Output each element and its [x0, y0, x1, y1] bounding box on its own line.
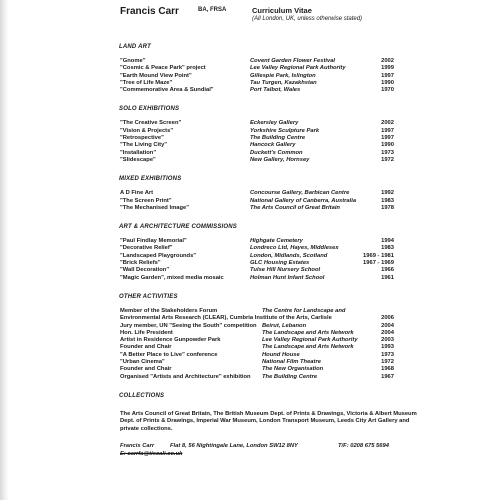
- cv-header: [120, 6, 500, 34]
- entry-venue: National Film Theatre: [262, 359, 321, 366]
- entry-row: [0, 238, 500, 245]
- section-title: [0, 393, 500, 407]
- section-title-text: COLLECTIONS: [119, 392, 165, 399]
- entry-work: "The Screen Print": [120, 197, 172, 204]
- entry-venue: Hound House: [262, 351, 300, 358]
- entry-venue: The New Organisation: [262, 366, 324, 373]
- entry-venue: Gillespie Park, Islington: [250, 72, 316, 79]
- footer-address: Flat 8, 56 Nightingale Lane, London SW12 8NY: [170, 443, 298, 450]
- entry-venue: GLC Housing Estates: [250, 260, 310, 267]
- entry-row: [0, 128, 500, 135]
- entry-work: Founder and Chair: [120, 366, 172, 373]
- section-art-architecture-commissions: [0, 224, 500, 282]
- entry-year: 1992: [381, 190, 394, 197]
- section-title-text: ART & ARCHITECTURE COMMISSIONS: [119, 224, 238, 231]
- entry-year: 1990: [381, 142, 394, 149]
- entry-work: "Tree of Life Maze": [120, 79, 173, 86]
- entry-year: 1997: [381, 135, 394, 142]
- entry-year: 1993: [381, 344, 394, 351]
- entry-year: 1997: [381, 72, 394, 79]
- entry-venue: Concourse Gallery, Barbican Centre: [250, 190, 350, 197]
- entry-year: 1994: [381, 238, 394, 245]
- entry-year: 1970: [381, 87, 394, 94]
- footer-email: E: carrfa@tiscali.co.uk: [120, 451, 183, 458]
- entry-row: [0, 245, 500, 252]
- entry-venue: Duckett's Common: [250, 149, 303, 156]
- entry-work: Environmental Arts Research (CLEAR), Cumbria Institute of the Arts, Carlisle: [120, 315, 332, 322]
- section-other-activities: [0, 294, 500, 381]
- entry-row: [0, 366, 500, 373]
- entry-row: [0, 344, 500, 351]
- entry-work: Artist in Residence Gunpowder Park: [120, 337, 221, 344]
- entry-work: Founder and Chair: [120, 344, 172, 351]
- entry-row: [0, 73, 500, 80]
- footer-phone: T/F: 0208 675 5694: [338, 443, 389, 450]
- entry-venue: The Building Centre: [262, 373, 318, 380]
- entry-year: 1997: [381, 127, 394, 134]
- entry-venue: National Gallery of Canberra, Australia: [250, 197, 357, 204]
- entry-work: "Slidescape": [120, 156, 156, 163]
- entry-row: [0, 323, 500, 330]
- entry-year: 1973: [381, 149, 394, 156]
- entry-year: 2003: [381, 337, 394, 344]
- author-name: Francis Carr: [120, 6, 179, 17]
- entry-venue: Holman Hunt Infant School: [250, 274, 325, 281]
- entry-work: Member of the Stakeholders Forum: [120, 307, 218, 314]
- entry-year: 1983: [381, 197, 394, 204]
- contact-footer: [0, 443, 500, 461]
- entry-venue: Covent Garden Flower Festival: [250, 58, 336, 64]
- entry-row: [0, 150, 500, 157]
- entry-row: [0, 80, 500, 87]
- entry-venue: The Centre for Landscape and: [262, 307, 346, 314]
- section-solo-exhibitions: [0, 106, 500, 164]
- entry-work: A D Fine Art: [120, 190, 154, 197]
- section-title: [0, 224, 500, 238]
- entry-row: [0, 352, 500, 359]
- entry-work: "Installation": [120, 149, 157, 156]
- entry-venue: The Landscape and Arts Network: [262, 344, 354, 351]
- entry-row: [0, 359, 500, 366]
- entry-work: Hon. Life President: [120, 329, 173, 336]
- entry-work: "The Living City": [120, 142, 168, 149]
- document-subtitle: (All London, UK, unless otherwise stated): [252, 16, 363, 22]
- entry-year: 2006: [381, 315, 394, 322]
- section-title-text: OTHER ACTIVITIES: [119, 293, 178, 300]
- document-title: Curriculum Vitae: [252, 6, 312, 15]
- collections-text: The Arts Council of Great Britain, The British Museum Dept. of Prints & Drawings, Victoria & Albert Museum Dept. of Prints & Drawings, Imperial War Museum, London Transport Museum, Leeds City Art Gallery and private collections.: [120, 410, 417, 432]
- entry-work: "Magic Garden", mixed media mosaic: [120, 274, 224, 281]
- author-qualifications: BA, FRSA: [198, 7, 227, 13]
- entry-row: [0, 374, 500, 381]
- entry-venue: Highgate Cemetery: [250, 238, 303, 245]
- entry-year: 1990: [381, 79, 394, 86]
- entry-year: 1961: [381, 274, 394, 281]
- entry-year: 1967: [381, 373, 394, 380]
- entry-work: "The Creative Screen": [120, 120, 182, 127]
- entry-venue: London, Midlands, Scotland: [250, 252, 328, 259]
- section-title: [0, 176, 500, 190]
- section-title-text: MIXED EXHIBITIONS: [119, 176, 182, 183]
- entry-row: [0, 267, 500, 274]
- section-title: [0, 106, 500, 120]
- entry-venue: Tau Turgen, Kazakhstan: [250, 79, 317, 86]
- entry-venue: New Gallery, Hornsey: [250, 156, 310, 163]
- entry-venue: Lee Valley Regional Park Authority: [262, 337, 358, 344]
- section-mixed-exhibitions: [0, 176, 500, 212]
- entry-row: [0, 198, 500, 205]
- section-collections: [0, 393, 500, 434]
- entry-work: Organised "Artists and Architecture" exhibition: [120, 373, 251, 380]
- entry-venue: Tulse Hill Nursery School: [250, 267, 321, 274]
- entry-row: [0, 308, 500, 315]
- entry-venue: The Arts Council of Great Britain: [250, 204, 340, 211]
- entry-year: 1973: [381, 351, 394, 358]
- entry-year: 2004: [381, 322, 394, 329]
- entry-venue: Beirut, Lebanon: [262, 322, 307, 329]
- entry-year: 1978: [381, 204, 394, 211]
- entry-work: "Retrospective": [120, 135, 164, 142]
- entry-row: [0, 87, 500, 94]
- entry-venue: Port Talbot, Wales: [250, 87, 301, 94]
- entry-work: "Cosmic & Peace Park" project: [120, 65, 206, 72]
- entry-venue: The Landscape and Arts Network: [262, 329, 354, 336]
- section-title-text: SOLO EXHIBITIONS: [119, 106, 180, 113]
- entry-venue: Londreco Ltd, Hayes, Middlesex: [250, 245, 339, 252]
- entry-year: 1972: [381, 156, 394, 163]
- entry-work: "Landscaped Playgrounds": [120, 252, 197, 259]
- entry-row: [0, 315, 500, 322]
- entry-year: 2004: [381, 329, 394, 336]
- entry-row: [0, 253, 500, 260]
- section-title: [0, 294, 500, 308]
- entry-work: "Earth Mound View Point": [120, 72, 192, 79]
- footer-name: Francis Carr: [120, 443, 155, 450]
- entry-work: "Vision & Projects": [120, 127, 174, 134]
- entry-venue: Eckersley Gallery: [250, 120, 299, 127]
- entry-year: 1967 - 1969: [363, 260, 394, 267]
- entry-year: 1972: [381, 359, 394, 366]
- section-land-art: [0, 44, 500, 94]
- section-title-text: LAND ART: [119, 44, 151, 50]
- entry-row: [0, 65, 500, 72]
- entry-year: 1999: [381, 65, 394, 72]
- cv-content: [0, 32, 500, 461]
- entry-work: "Brick Reliefs": [120, 260, 161, 267]
- entry-work: "Paul Findlay Memorial": [120, 238, 187, 245]
- entry-work: Jury member, UN "Seeing the South" competition: [120, 322, 257, 329]
- entry-work: "Gnome": [120, 58, 146, 64]
- entry-venue: Hancock Gallery: [250, 142, 296, 149]
- entry-row: [0, 205, 500, 212]
- entry-row: [0, 135, 500, 142]
- entry-work: "Commemorative Area & Sundial": [120, 87, 214, 94]
- entry-row: [0, 275, 500, 282]
- entry-year: 1983: [381, 245, 394, 252]
- entry-row: [0, 142, 500, 149]
- section-title: [0, 44, 500, 58]
- entry-venue: Yorkshire Sculpture Park: [250, 127, 320, 134]
- entry-work: "Decorative Relief": [120, 245, 173, 252]
- entry-row: [0, 190, 500, 197]
- entry-row: [0, 120, 500, 127]
- entry-row: [0, 337, 500, 344]
- entry-work: "Wall Decoration": [120, 267, 170, 274]
- entry-venue: The Building Centre: [250, 135, 306, 142]
- entry-work: "The Mechanised Image": [120, 204, 189, 211]
- entry-work: "Urban Cinema": [120, 359, 165, 366]
- entry-row: [0, 260, 500, 267]
- entry-venue: Lee Valley Regional Park Authority: [250, 65, 346, 72]
- entry-year: 1969 - 1981: [363, 252, 394, 259]
- entry-work: "A Better Place to Live" conference: [120, 351, 218, 358]
- entry-row: [0, 58, 500, 65]
- entry-row: [0, 157, 500, 164]
- entry-year: 1968: [381, 366, 394, 373]
- entry-year: 2002: [381, 120, 394, 127]
- entry-year: 1966: [381, 267, 394, 274]
- entry-row: [0, 330, 500, 337]
- entry-year: 2002: [381, 58, 394, 64]
